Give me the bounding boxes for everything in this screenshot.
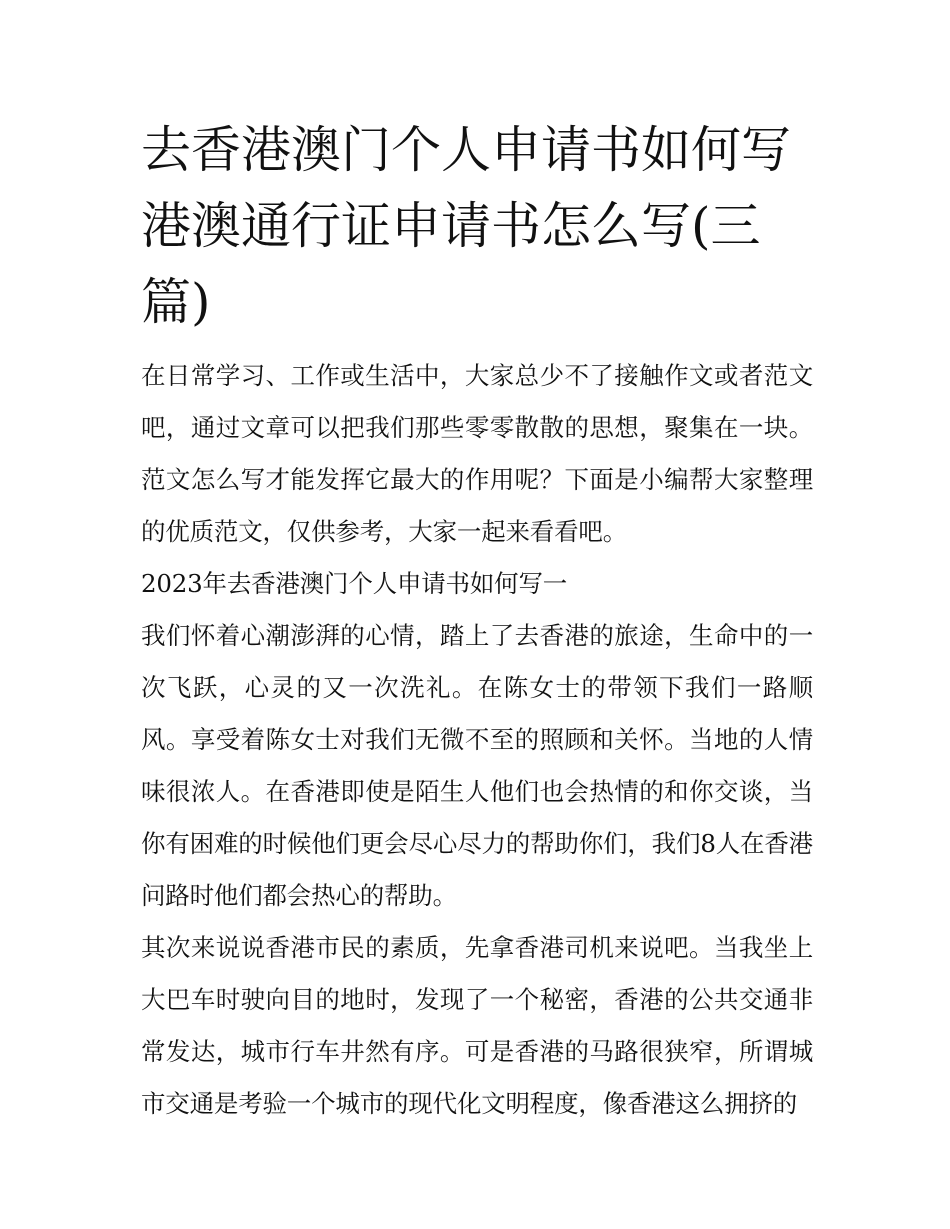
body-paragraph-2: 其次来说说香港市民的素质，先拿香港司机来说吧。当我坐上大巴车时驶向目的地时，发现了一个秘密，香港的公共交通非常发达，城市行车井然有序。可是香港的马路很狭窄，所谓城市交通是考验一个城市的现代化文明程度，像香港这么拥挤的 <box>141 933 813 1118</box>
document-page <box>141 112 813 1130</box>
intro-paragraph: 在日常学习、工作或生活中，大家总少不了接触作文或者范文吧，通过文章可以把我们那些零零散散的思想，聚集在一块。范文怎么写才能发挥它最大的作用呢？下面是小编帮大家整理的优质范文，仅供参考，大家一起来看看吧。 <box>141 361 813 546</box>
document-body <box>141 350 813 1130</box>
document-title: 去香港澳门个人申请书如何写港澳通行证申请书怎么写(三篇) <box>141 121 791 331</box>
section-heading: 2023年去香港澳门个人申请书如何写一 <box>141 569 568 598</box>
body-paragraph-1: 我们怀着心潮澎湃的心情，踏上了去香港的旅途，生命中的一次飞跃，心灵的又一次洗礼。在陈女士的带领下我们一路顺风。享受着陈女士对我们无微不至的照顾和关怀。当地的人情味很浓人。在香港即使是陌生人他们也会热情的和你交谈，当你有困难的时候他们更会尽心尽力的帮助你们，我们8人在香港问路时他们都会热心的帮助。 <box>141 621 813 910</box>
